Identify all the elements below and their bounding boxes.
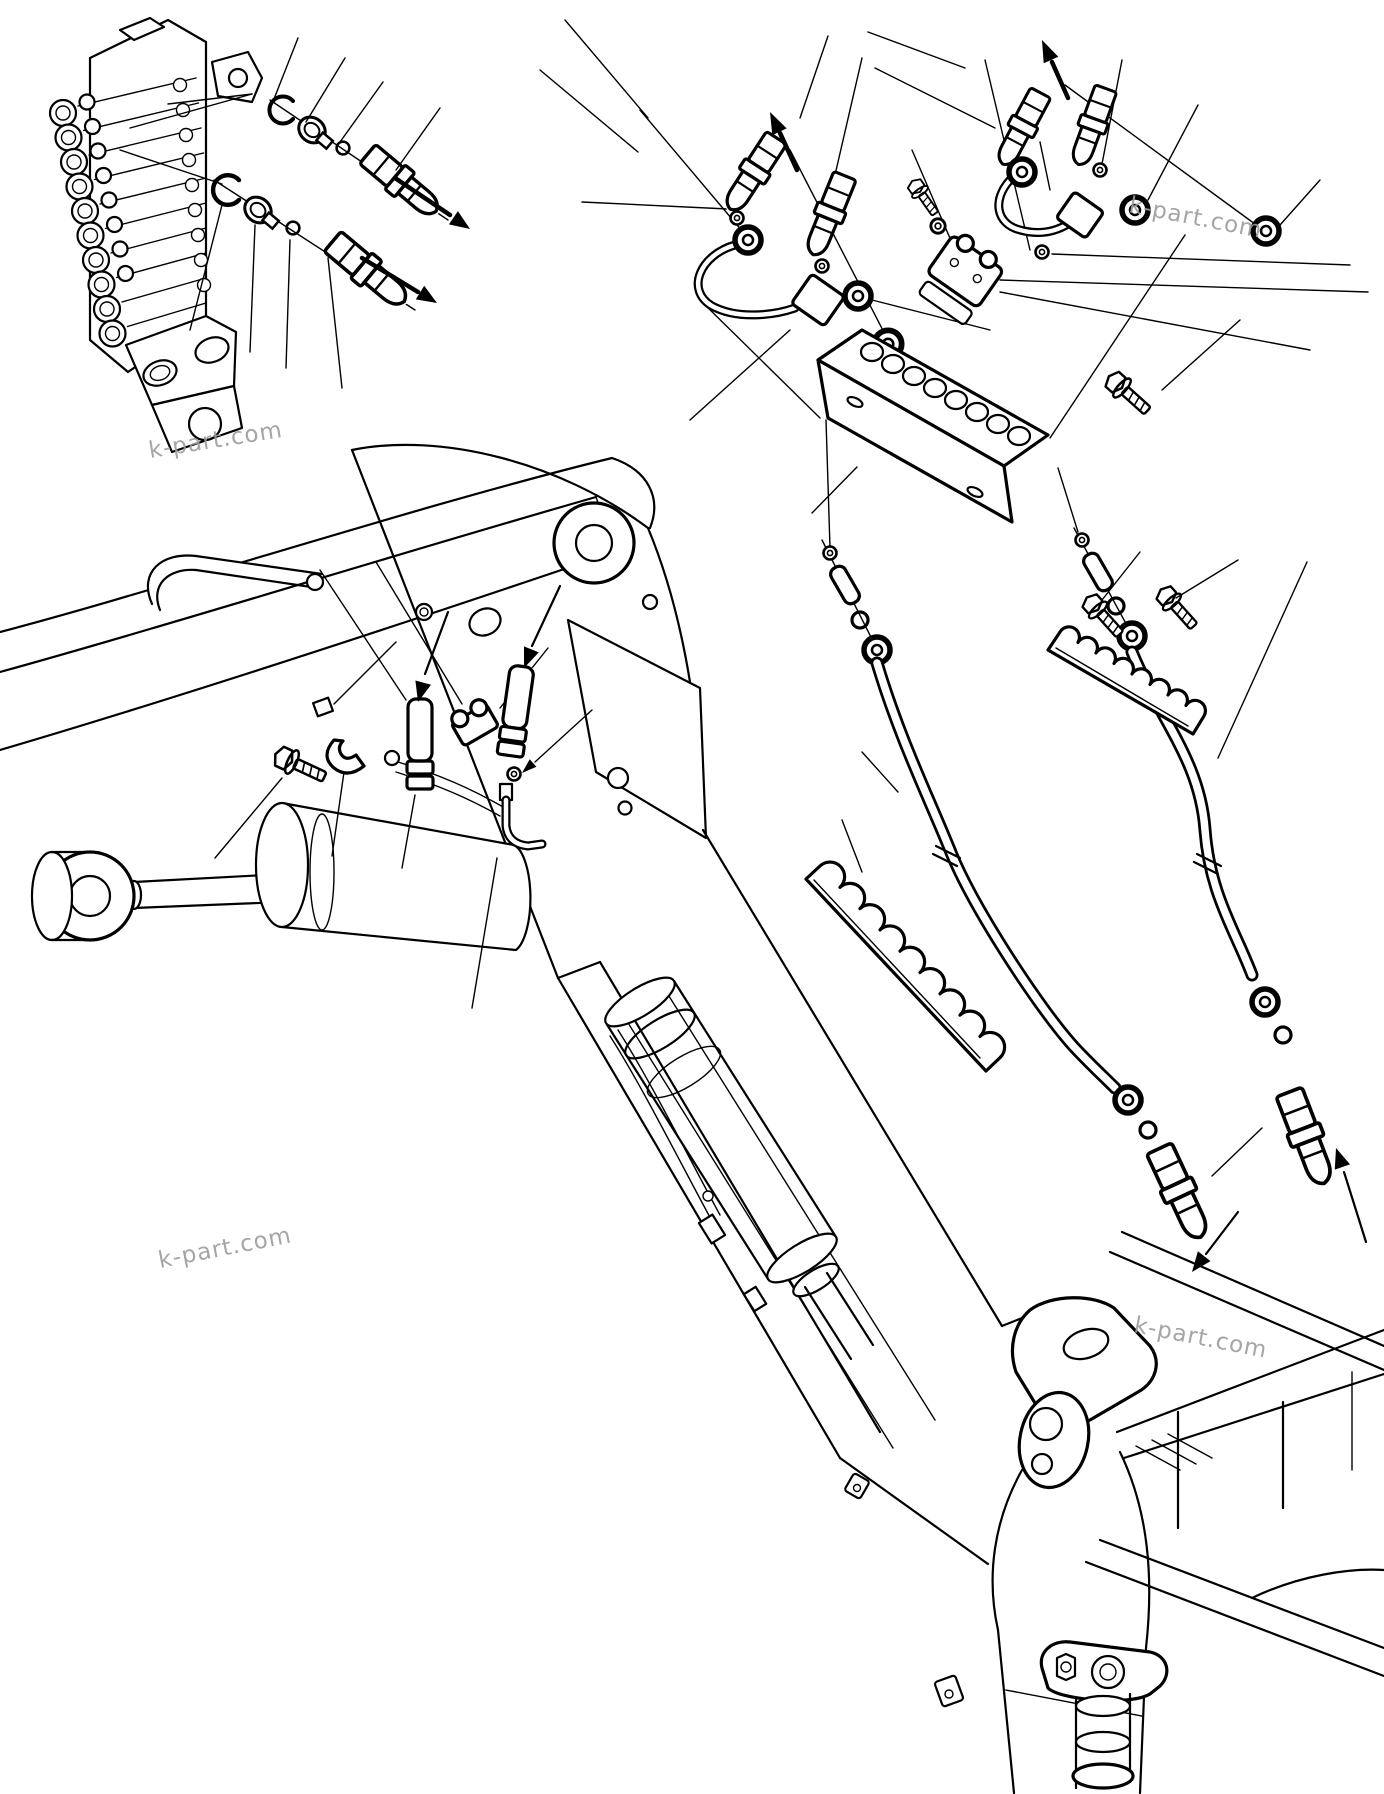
elbow-fitting — [500, 784, 542, 846]
washer — [508, 768, 521, 781]
left-pipe-group — [822, 540, 1262, 1272]
flange-bolt — [1101, 367, 1156, 420]
clamp-group — [905, 142, 1368, 350]
hydraulic-pipe — [877, 663, 1115, 1088]
washer — [931, 219, 945, 233]
quick-coupler — [1273, 1086, 1341, 1193]
quick-coupler — [1143, 1141, 1217, 1247]
base-bolt — [1057, 1654, 1075, 1680]
banjo-block — [791, 274, 844, 326]
watermark: k-part.com — [146, 417, 285, 464]
banjo-eye — [735, 227, 761, 253]
washer — [816, 260, 829, 273]
pin-stack — [1073, 1694, 1133, 1788]
control-valve-bank — [50, 18, 262, 452]
o-ring — [337, 142, 350, 155]
strip-bolt — [1152, 582, 1202, 634]
pin-head — [1092, 1656, 1124, 1688]
o-ring — [1140, 1122, 1156, 1138]
nipple-connector — [828, 564, 862, 607]
adapter-fitting — [240, 192, 284, 234]
washer — [824, 547, 837, 560]
banjo-eye — [845, 283, 871, 309]
install-arrow — [1042, 40, 1068, 98]
clamp-strip-left-group — [806, 820, 1005, 1071]
boom-parts-group — [215, 562, 592, 1008]
washer — [731, 212, 744, 225]
connector-sleeve — [407, 699, 433, 791]
swing-bracket-group — [844, 1298, 1167, 1793]
frame-group — [1086, 1232, 1384, 1676]
pointer-arrow — [522, 710, 592, 773]
watermark: k-part.com — [1131, 1312, 1270, 1364]
washer — [1094, 164, 1107, 177]
washer — [1036, 246, 1049, 259]
leader-lines — [1000, 142, 1368, 350]
boom-head-boss — [554, 503, 634, 583]
double-clamp — [914, 228, 1008, 326]
clamp-bolt — [905, 175, 943, 218]
small-clip — [844, 1473, 964, 1707]
saddle-clamp — [447, 697, 499, 746]
boom-web-hole — [465, 603, 505, 640]
flange-nut — [1115, 1087, 1141, 1113]
watermark: k-part.com — [156, 1222, 294, 1274]
quick-coupler — [322, 229, 417, 317]
box-nut — [313, 698, 333, 717]
j-clip — [327, 740, 364, 773]
quick-coupler — [1064, 84, 1119, 172]
o-ring — [1275, 1027, 1291, 1043]
hose-assembly-left — [540, 20, 990, 420]
hose-fitting — [385, 751, 399, 765]
arm-cylinder-group — [32, 751, 530, 950]
flange-nut — [1252, 989, 1278, 1015]
banjo-eye — [1009, 159, 1035, 185]
nipple-connector — [1081, 551, 1115, 594]
washer — [1076, 534, 1089, 547]
hatch-marks — [1136, 1434, 1212, 1470]
install-arrow — [395, 178, 470, 229]
watermark: k-part.com — [1126, 192, 1265, 244]
quick-coupler — [716, 130, 789, 220]
leader-lines — [540, 20, 990, 420]
snap-ring — [213, 175, 239, 205]
connector-sleeve — [497, 665, 536, 760]
boom-group — [0, 445, 1062, 1564]
install-arrow — [1335, 1148, 1366, 1242]
flange-nut — [1119, 623, 1145, 649]
adapter-fitting — [294, 112, 338, 154]
